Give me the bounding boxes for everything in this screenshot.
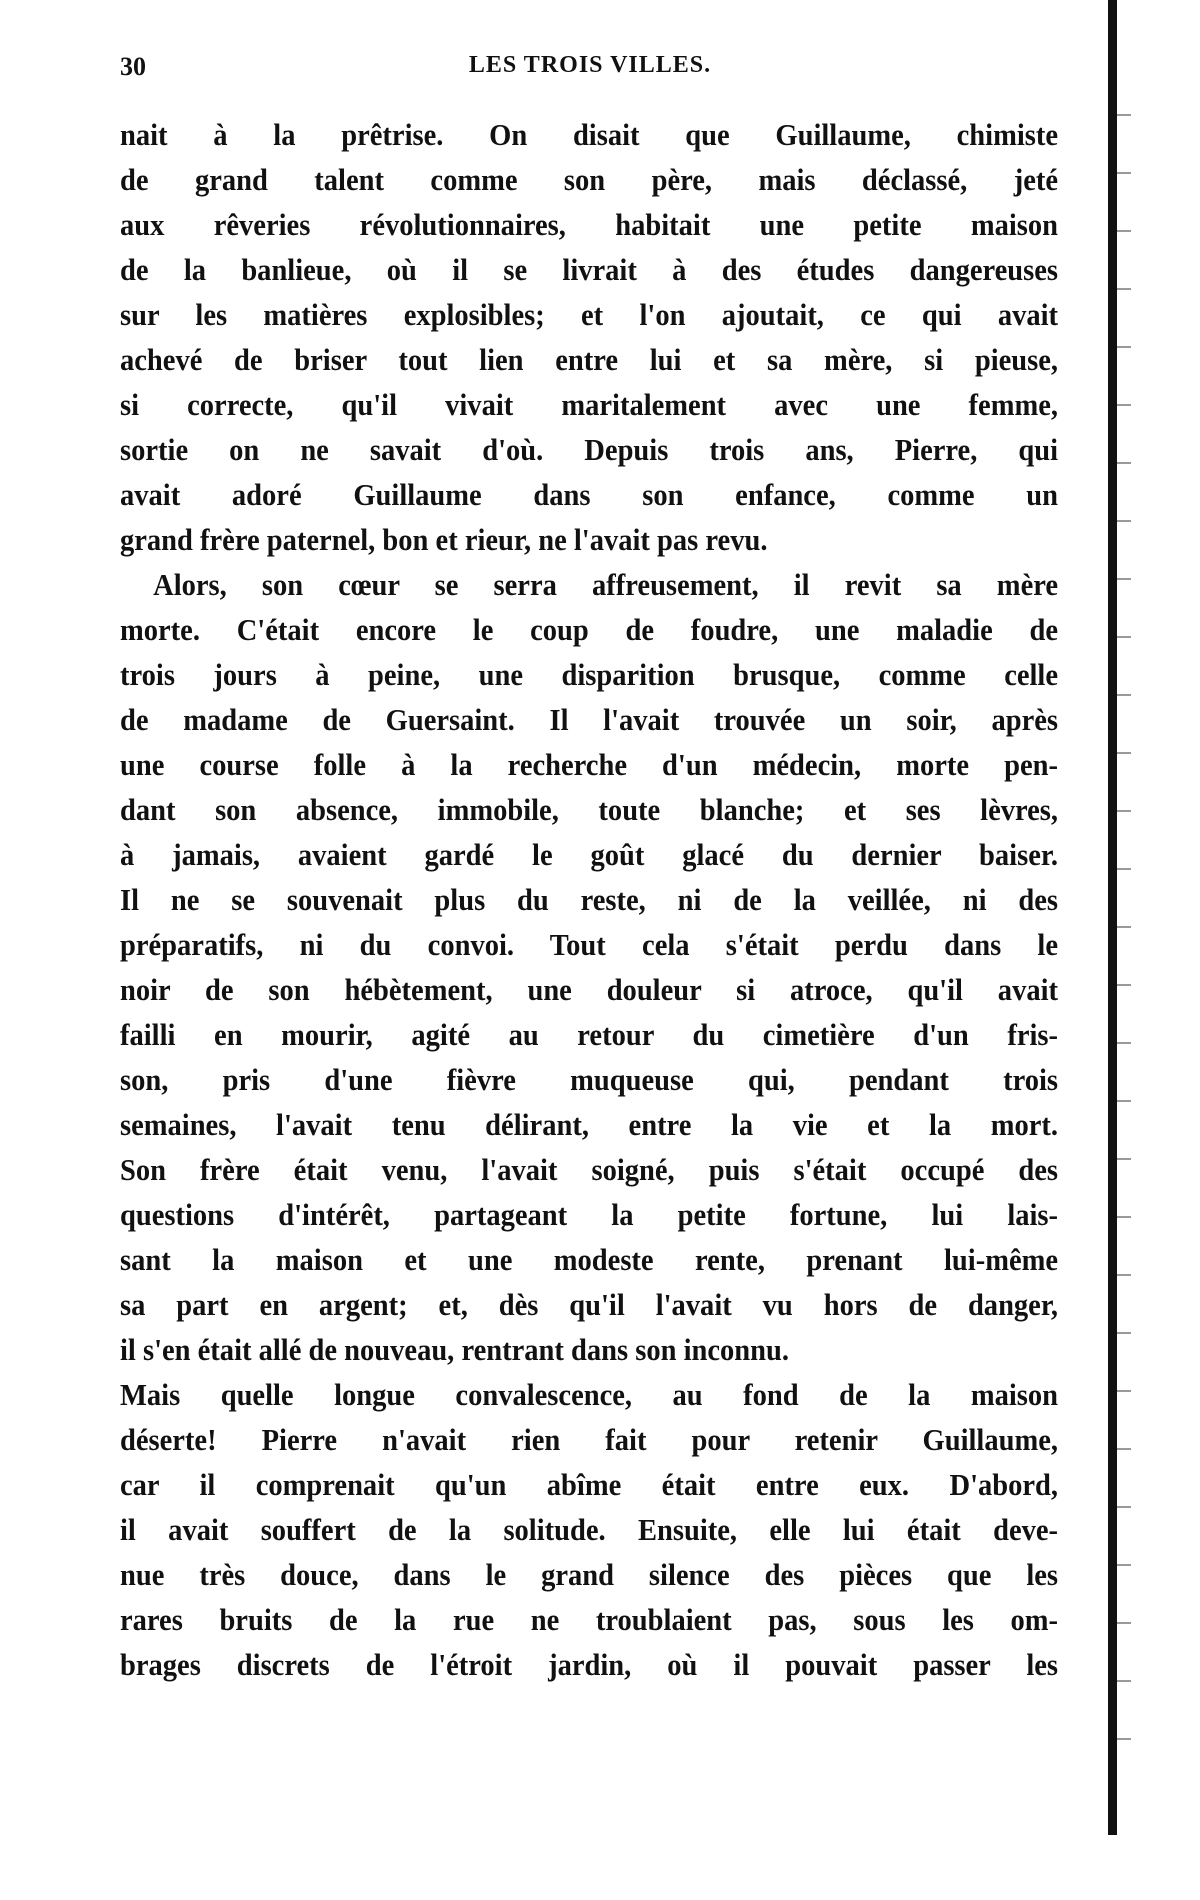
text-line: nue très douce, dans le grand silence des pièces que les (120, 1557, 1059, 1592)
text-line: il s'en était allé de nouveau, rentrant dans son inconnu. (120, 1332, 789, 1367)
text-line: Alors, son cœur se serra affreusement, il revit sa mère (153, 567, 1059, 602)
text-line: son, pris d'une fièvre muqueuse qui, pendant trois (120, 1062, 1059, 1097)
text-line: de madame de Guersaint. Il l'avait trouvée un soir, après (120, 702, 1059, 737)
page-edge-marks (1117, 80, 1131, 1780)
text-line: si correcte, qu'il vivait maritalement avec une femme, (120, 387, 1059, 422)
text-line: car il comprenait qu'un abîme était entre eux. D'abord, (120, 1467, 1059, 1502)
running-title: LES TROIS VILLES. (468, 52, 712, 78)
text-line: sortie on ne savait d'où. Depuis trois ans, Pierre, qui (120, 432, 1059, 467)
text-line: semaines, l'avait tenu délirant, entre la vie et la mort. (120, 1107, 1059, 1142)
text-line: nait à la prêtrise. On disait que Guillaume, chimiste (120, 117, 1059, 152)
text-line: Mais quelle longue convalescence, au fond de la maison (120, 1377, 1059, 1412)
text-line: failli en mourir, agité au retour du cimetière d'un fris- (120, 1017, 1059, 1052)
text-line: achevé de briser tout lien entre lui et sa mère, si pieuse, (120, 342, 1059, 377)
text-line: dant son absence, immobile, toute blanche; et ses lèvres, (120, 792, 1059, 827)
page-number: 30 (120, 52, 146, 81)
page-header (120, 52, 1060, 92)
text-line: il avait souffert de la solitude. Ensuite, elle lui était deve- (120, 1512, 1059, 1547)
text-line: de grand talent comme son père, mais déclassé, jeté (120, 162, 1059, 197)
text-line: noir de son hébètement, une douleur si atroce, qu'il avait (120, 972, 1059, 1007)
text-line: rares bruits de la rue ne troublaient pas, sous les om- (120, 1602, 1059, 1637)
text-line: à jamais, avaient gardé le goût glacé du dernier baiser. (120, 837, 1059, 872)
text-line: avait adoré Guillaume dans son enfance, comme un (120, 477, 1059, 512)
text-line: sa part en argent; et, dès qu'il l'avait vu hors de danger, (120, 1287, 1059, 1322)
text-line: brages discrets de l'étroit jardin, où il pouvait passer les (120, 1647, 1059, 1682)
page-edge-rule (1108, 0, 1117, 1835)
text-line: sur les matières explosibles; et l'on ajoutait, ce qui avait (120, 297, 1059, 332)
text-line: de la banlieue, où il se livrait à des études dangereuses (120, 252, 1059, 287)
text-line: déserte! Pierre n'avait rien fait pour retenir Guillaume, (120, 1422, 1059, 1457)
text-line: préparatifs, ni du convoi. Tout cela s'était perdu dans le (120, 927, 1059, 962)
text-line: grand frère paternel, bon et rieur, ne l'avait pas revu. (120, 522, 768, 557)
text-line: une course folle à la recherche d'un médecin, morte pen- (120, 747, 1059, 782)
text-line: morte. C'était encore le coup de foudre, une maladie de (120, 612, 1059, 647)
page-body-text (120, 112, 1058, 1687)
text-line: Il ne se souvenait plus du reste, ni de la veillée, ni des (120, 882, 1059, 917)
text-line: sant la maison et une modeste rente, prenant lui-même (120, 1242, 1059, 1277)
text-line: trois jours à peine, une disparition brusque, comme celle (120, 657, 1059, 692)
text-line: Son frère était venu, l'avait soigné, puis s'était occupé des (120, 1152, 1059, 1187)
text-line: questions d'intérêt, partageant la petite fortune, lui lais- (120, 1197, 1059, 1232)
text-line: aux rêveries révolutionnaires, habitait une petite maison (120, 207, 1059, 242)
